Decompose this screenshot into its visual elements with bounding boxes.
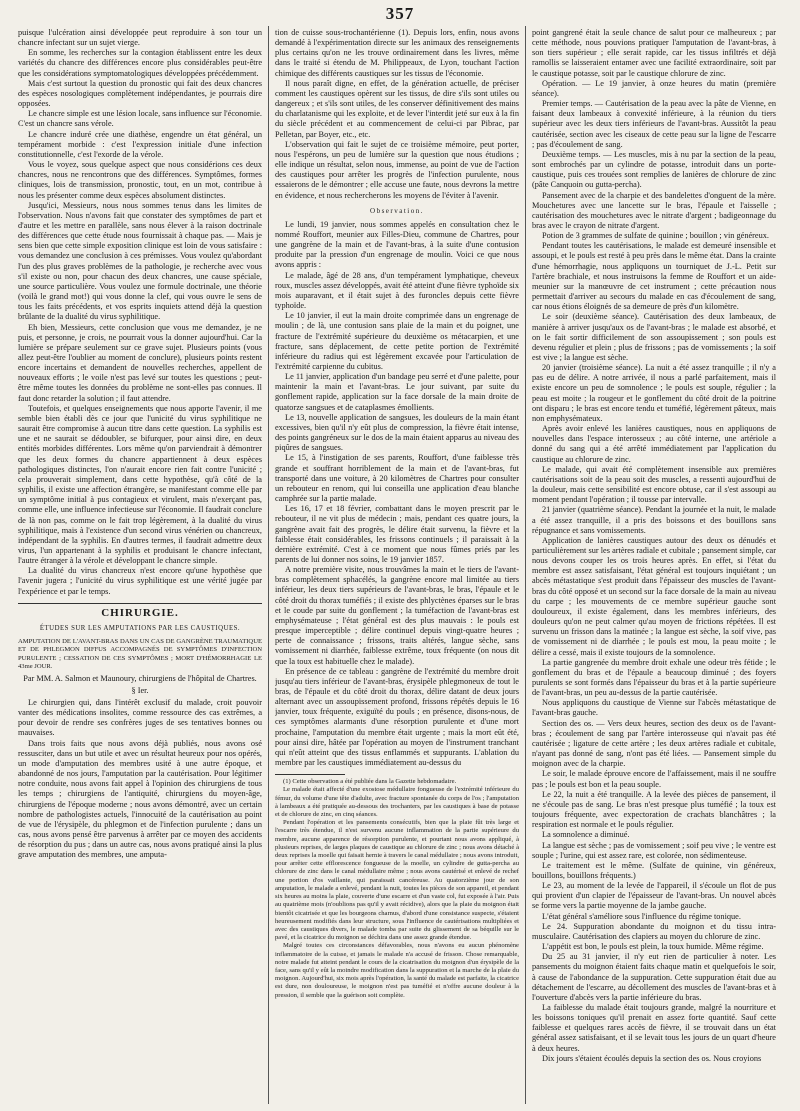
column-2 <box>275 28 519 1104</box>
article-title: ÉTUDES SUR LES AMPUTATIONS PAR LES CAUSTIQUES. <box>39 624 241 632</box>
paragraph: Opération. — Le 19 janvier, à onze heures du matin (première séance). <box>532 78 776 98</box>
paragraph: Mais c'est surtout la question du pronostic qui fait des deux chancres des espèces nosologiques complètement indépendantes, je pourrais dire opposées. <box>18 78 262 109</box>
section-title: CHIRURGIE. <box>101 606 179 619</box>
paragraph: Le malade, qui avait été complètement insensible aux premières cautérisations soit de la peau soit des muscles, a ressenti aujourd'hui de la douleur, mais cette sensibilité est encore obtuse, car il s'est assoupi au moment pendant l'opération ; il tousse par intervalle. <box>532 464 776 505</box>
paragraph: Le chancre simple est une lésion locale, sans influence sur l'économie. C'est un chancre sans vérole. <box>18 109 262 129</box>
paragraph: L'état général s'améliore sous l'influence du régime tonique. <box>542 911 741 921</box>
paragraph: Le lundi, 19 janvier, nous sommes appelés en consultation chez le nommé Rouffort, meunier aux Filles-Dieu, commune de Chartres, pour une gangrène de la main et de l'avant-bras, à la suite d'une contusion produite par la pression d'un engrenage de moulin. Voici ce que nous avons appris : <box>275 219 519 270</box>
paragraph: La somnolence a diminué. <box>542 830 630 840</box>
paragraph: Il nous paraît digne, en effet, de la génération actuelle, de préciser comment les caustiques opèrent sur les tissus, de dire s'ils sont utiles ou dangereux ; et s'ils sont utiles, de les conserver définitivement des mains du charlatanisme qui les exploite, et de lever l'interdit jeté sur eux à la fin du siècle précédent et au commencement de celui-ci par Pibrac, par Pelletan, par Boyer, etc., etc. <box>275 78 519 139</box>
paragraph: Vous le voyez, sous quelque aspect que nous considérions ces deux chancres, nous ne rencontrons que des différences. Symptômes, formes cliniques, lois de transmission, pronostic, tout, en un mot, contribue à nous les présenter comme deux espèces absolument distinctes. <box>18 160 262 200</box>
footnote: Pendant l'opération et les pansements consécutifs, bien que la plaie fût très large et l'escarre très étendue, il n'est survenu aucune inflammation de la partie supérieure du membre, aucune apparence de résorption purulente, et pourtant nous avons appliqué, à plusieurs reprises, de larges plaques de caustique au chlorure de zinc ; nous avons détaché à deux reprises la moelle qui faisait hernie à travers le canal médullaire ; nous avons introduit, pour arrêter cette efflorescence fongueuse de la moelle, un cylindre de gutta-percha au chlorure de zinc dans le canal médullaire même ; nous avons cautérisé et enlevé de rechef une portion d'os vaillante, qui paraissait cancéreuse. Au quatorzième jour de son amputation, le malade a enlevé, pendant la nuit, toutes les pièces de son appareil, et pendant six heures au moins la plaie, couverte d'une escarre et d'un vaste col, fut exposée à l'air. Puis au quatrième mois (n'oublions pas qu'il y avait récidive), alors que la plaie du moignon était bientôt cicatrisée et que les bourgeons charnus, d'abord d'une consistance suspecte, s'étaient heureusement modifiés dans leur structure, sous l'influence de cautérisations multipliées et avec des caustiques divers, le malade tomba par suite du glissement de sa béquille sur le pavé, et la cicatrice du moignon se déchira dans une assez grande étendue. <box>275 819 519 942</box>
paragraph: La partie gangrenée du membre droit exhale une odeur très fétide ; le gonflement du bras et de l'épaule a beaucoup diminué ; des foyers purulents se sont formés dans l'épaisseur du bras et à la partie supérieure de l'avant-bras, un peu au-dessus de la partie cautérisée. <box>532 657 776 698</box>
paragraph: 21 janvier (quatrième séance). Pendant la journée et la nuit, le malade a été assez tranquille, il a pris des boissons et des bouillons sans répugnance et sans vomissements. <box>532 505 776 535</box>
column-divider <box>268 26 269 1104</box>
paragraph: Le 11 janvier, application d'un bandage peu serré et d'une palette, pour maintenir la main et l'avant-bras. Le jour suivant, par suite du gonflement rapide, application sur la face dorsale de la main droite de quatorze sangsues et de cataplasmes émollients. <box>275 372 519 412</box>
section-divider <box>18 603 262 604</box>
paragraph: Eh bien, Messieurs, cette conclusion que vous me demandez, je ne puis, et personne, je crois, ne pourrait vous la donner aujourd'hui. Car la lumière se prépare seulement sur ce grave sujet. Plusieurs points (vous allez peut-être l'oublier au moment de conclure), plusieurs points restent encore incertains et demandent de nouvelles recherches, appellent de nouveaux efforts ; le voile n'est pas levé sur toutes les questions ; peut-être même toutes les données du problème ne sont-elles pas connues. Il faut donc retarder la solution ; il faut attendre. <box>18 322 262 403</box>
paragraph: Les 16, 17 et 18 février, combattant dans le moyen prescrit par le rebouteur, il ne vit plus de médecin ; mais, pendant ces quatre jours, la gangrène avait fait des progrès, le délire était survenu, la fièvre et la faiblesse était considérables, les frissons continuels ; il paraissait à la dernière extrémité. C'est à ce moment que nous fûmes priés par les parents de lui donner nos soins, le 19 janvier 1857. <box>275 504 519 564</box>
paragraph: tion de cuisse sous-trochantérienne (1). Depuis lors, enfin, nous avons demandé à l'expérimentation directe sur les animaux des renseignements plus certains qu'on ne les trouve ordinairement dans les livres, même dans le traité si étendu de M. Philippeaux, de Lyon, touchant l'action chimique des différents caustiques sur les tissus de l'économie. <box>275 28 519 78</box>
paragraph-mark: § Ier. <box>131 685 149 695</box>
paragraph: Du 25 au 31 janvier, il n'y eut rien de particulier à noter. Les pansements du moignon étaient faits chaque matin et quelquefois le soir, à cause de l'abondance de la suppuration. Cette suppuration était due au détachement de l'escarre, au décollement des muscles de l'avant-bras et à l'ouverture d'abcès vers la partie inférieure du bras. <box>532 952 776 1002</box>
observation-heading: Observation. <box>370 206 424 215</box>
paragraph: Pansement avec de la charpie et des bandelettes d'onguent de la mère. Mouchetures avec une lancette sur le bras, l'épaule et l'aisselle ; cautérisation des mouchetures avec le nitrate d'argent ; badigeonnage du bras avec le crayon de nitrate d'argent. <box>532 190 776 230</box>
paragraph: L'observation qui fait le sujet de ce troisième mémoire, peut porter, nous l'espérons, un peu de lumière sur la question que nous étudions ; elle indique un résultat, selon nous, immense, au point de vue de l'action des caustiques pour arrêter les progrès de l'infection purulente, nous essaierons de le démontrer ; elle accuse une faute, nous devrons la mettre en évidence, et nous rechercherons les moyens de l'éviter à l'avenir. <box>275 139 519 200</box>
footnote-divider <box>275 774 345 775</box>
footnotes <box>275 778 519 999</box>
article-subtitle: AMPUTATION DE L'AVANT-BRAS DANS UN CAS DE GANGRÈNE TRAUMATIQUE ET DE PHLEGMON DIFFUS ACCOMPAGNÉS DE SYMPTÔMES D'INFECTION PURULENTE ; CESSATION DE CES SYMPTÔMES ; MORT D'HÉMORRHAGIE LE 43me JOUR. <box>18 638 262 671</box>
paragraph: Après avoir enlevé les lanières caustiques, nous en appliquons de nouvelles dans l'espace interosseux ; au côté interne, une artériole a donné du sang qui a été arrêté immédiatement par l'application du caustique au chlorure de zinc. <box>532 424 776 464</box>
footnote: (1) Cette observation a été publiée dans la Gazette hebdomadaire. <box>283 778 457 786</box>
paragraph: L'appétit est bon, le pouls est plein, la toux humide. Même régime. <box>542 942 764 952</box>
paragraph: Pendant toutes les cautérisations, le malade est demeuré insensible et assoupi, et le pouls est resté à peu près dans le même état. Dans la crainte d'une hémorrhagie, nous appliquons un tourniquet de J.-L. Petit sur l'artère brachiale, et nous instruisons la femme de Rouffort et un aide-meunier sur la manœuvre de cet instrument ; cette précaution nous permettait d'arriver au secours du malade en cas d'écoulement de sang, car nous étions éloignés de sa demeure de près d'un kilomètre. <box>532 241 776 312</box>
paragraph: En présence de ce tableau : gangrène de l'extrémité du membre droit jusqu'au tiers inférieur de l'avant-bras, érysipèle phlegmoneux de tout le bras, de l'épaule et du côté droit du thorax, délire datant de deux jours alternant avec un assoupissement profond, frissons répétés depuis le 16 janvier, toux fréquente, exiguïté du pouls ; en présence, disons-nous, de ces symptômes alarmants d'une résorption purulente et d'une mort prochaine, l'amputation du membre était urgente ; mais la mort eût été, pour ainsi dire, hâtée par l'opération au moyen de l'instrument tranchant qui n'eût atteint que des tissus enflammés et suppurants. L'ablation du membre par les caustiques immédiatement au-dessus du <box>275 666 519 768</box>
paragraph: Le malade, âgé de 28 ans, d'un tempérament lymphatique, cheveux roux, muscles assez développés, avait été atteint d'une fièvre typhoïde six mois auparavant, et il était sujet à des furoncles depuis cette fièvre typhoïde. <box>275 270 519 311</box>
paragraph: Le 13, nouvelle application de sangsues, les douleurs de la main étant excessives, bien qu'il n'y eût plus de compression, la fièvre était intense, des points gangréneux sur le dos de la main étaient apparus au niveau des piqûres de sangsues. <box>275 412 519 453</box>
paragraph: point gangrené était la seule chance de salut pour ce malheureux ; par cette méthode, nous pouvions pratiquer l'amputation de l'avant-bras, à son tiers supérieur ; elle serait rapide, car les tissus infiltrés et déjà ramollis se laisseraient entamer avec une facilité extraordinaire, soit par le caustique potasse, soit par le caustique chlorure de zinc. <box>532 28 776 78</box>
paragraph: En somme, les recherches sur la contagion établissent entre les deux variétés du chancre des différences encore plus considérables peut-être que les considérations symptomatologiques développées précédemment. <box>18 48 262 78</box>
paragraph: Le 23, au moment de la levée de l'appareil, il s'écoule un flot de pus qui provient d'un clapier de l'épaisseur de l'avant-bras. Un nouvel abcès se forme vers la partie moyenne de la jambe gauche. <box>532 881 776 911</box>
paragraph: Dix jours s'étaient écoulés depuis la section des os. Nous croyions <box>542 1053 762 1063</box>
paragraph: Le 15, à l'instigation de ses parents, Rouffort, d'une faiblesse très grande et souffrant horriblement de la main et de l'avant-bras, fut transporté dans une voiture, à 20 kilomètres de Chartres pour consulter un rebouteur en renom, qui lui conseilla une application d'eau blanche camphrée sur la partie malade. <box>275 453 519 504</box>
footnote: Le malade était affecté d'une exostose médullaire fongueuse de l'extrémité inférieure du fémur, du volume d'une tête d'adulte, avec fracture spontanée du corps de l'os ; l'amputation à lambeaux a été pratiquée au-dessous des trochanters, par les caustiques à base de potasse et de chlorure de zinc, en cinq séances. <box>275 786 519 819</box>
paragraph: Le soir (deuxième séance). Cautérisation des deux lambeaux, de manière à arriver jusqu'aux os de l'avant-bras ; le malade est absorbé, et on le fait sortir difficilement de son assoupissement ; son pouls est devenu régulier et plein ; plus de frissons ; pas de vomissements ; la soif est vive ; la langue est sèche. <box>532 312 776 362</box>
paragraph: Le traitement est le même. (Sulfate de quinine, vin généreux, bouillons, bouillons fréquents.) <box>532 860 776 880</box>
paragraph: Premier temps. — Cautérisation de la peau avec la pâte de Vienne, en faisant deux lambeaux à convexité inférieure, à la réunion du tiers supérieur avec les deux tiers inférieurs de l'avant-bras. Aussitôt la peau cautérisée, section avec les ciseaux de cette peau sur la ligne de l'escarre ; pas d'écoulement de sang. <box>532 99 776 149</box>
paragraph: Jusqu'ici, Messieurs, nous nous sommes tenus dans les limites de l'observation. Nous n'avons fait que constater des symptômes de part et d'autre et les mettre en parallèle, sans nous élever à la raison doctrinale des différences que cette étude nous fournissait à chaque pas. — Mais je sens bien que cette simple exposition clinique est loin de vous satisfaire : vous demandez une conclusion à ces prémisses. Vous voulez qu'abordant l'un des plus graves problèmes de la pathologie, je recherche avec vous s'il existe ou non, pour chacun des deux chancres, une cause spéciale, une source particulière. Vous voulez une formule doctrinale, une théorie (voilà le grand mot!) qui vous donne la clef, qui vous ouvre le sens de tous les faits précédents, et vos esprits inquiets attend déjà la question brûlante de la dualité du virus syphilitique. <box>18 200 262 322</box>
paragraph: Le 10 janvier, il eut la main droite comprimée dans un engrenage de moulin ; de là, une contusion sans plaie de la main et du poignet, une fracture de l'extrémité supérieure du deuxième os métacarpien, et une fracture, sans déplacement, de cette petite portion de l'extrémité inférieure du radius qui est légèrement excavée pour l'articulation de l'extrémité carpienne du cubitus. <box>275 311 519 371</box>
article-authors: Par MM. A. Salmon et Maunoury, chirurgiens de l'hôpital de Chartres. <box>23 673 257 683</box>
paragraph: Le 24. Suppuration abondante du moignon et du tissu intra-musculaire. Cautérisation des clapiers au moyen du chlorure de zinc. <box>532 921 776 941</box>
paragraph: Toutefois, et quelques enseignements que nous apporte l'avenir, il me semble bien établi dès ce jour que l'unicité du virus syphilitique ne saurait être compromise à aucun titre dans cette question. La syphilis est une et ne saurait se dédoubler, se bifurquer, pour ainsi dire, en deux entités morbides différentes. Lors même qu'on parviendrait à démontrer que les deux formes du chancre appartiennent à deux espèces pathologiques distinctes, l'on n'aurait encore rien fait contre l'unicité ; cela prouverait simplement, dans cette hypothèse, qu'à côté de la syphilis, il existe une affection étrangère, se manifestant comme elle par un symptôme initial à pus contagieux et virulent, mais n'exerçant pas, comme elle, une influence infectieuse sur l'économie. Il faudrait conclure de là non pas, comme on le fait trop légèrement, à la dualité du virus syphilitique, mais à l'existence d'un second virus vénérien ou chancreux, indépendant de la syphilis. En d'autres termes, il faudrait admettre deux virus, l'un appartenant à la syphilis et produisant le chancre infectant, l'autre étranger à la vérole et développant le chancre simple. <box>18 403 262 566</box>
page-number: 357 <box>385 4 415 23</box>
paragraph: 20 janvier (troisième séance). La nuit a été assez tranquille ; il n'y a pas eu de délire. A notre arrivée, il nous a parlé parfaitement, mais il existe encore un peu de somnolence ; le pouls est souple, régulier ; la peau est moite ; la rougeur et le gonflement du côté droit de la poitrine ont disparu ; le bras est encore tendu et tuméfié, légèrement pâteux, mais non emphysémateux. <box>532 363 776 423</box>
paragraph: Application de lanières caustiques autour des deux os dénudés et particulièrement sur les artères radiale et cubitale ; pansement simple, car nous devons couper les os trois heures après. En effet, si l'état du membre est assez satisfaisant, l'état général est toujours inquiétant ; un abcès métastatique s'est produit dans l'épaisseur des muscles de l'avant-bras du côté opposé et un second sur la face dorsale de la main au niveau du carpe ; les mouvements de ce membre supérieur gauche sont douloureux, il existe également, dans les membres inférieurs, des douleurs qu'on ne peut calmer qu'au moyen de frictions répétées. Il est survenu un frisson dans la matinée ; la langue est sèche, la soif vive, pas de vomissement ni de diarrhée ; le pouls est mou, la peau moite ; le délire a cessé, mais il existe toujours de la somnolence. <box>532 535 776 657</box>
paragraph: Potion de 3 grammes de sulfate de quinine ; bouillon ; vin généreux. <box>542 231 769 241</box>
paragraph: Dans trois faits que nous avons déjà publiés, nous avons osé ressusciter, dans un but utile et avec un résultat heureux pour nos opérés, un mode d'amputation des membres usité à une autre époque, et abandonné de nos jours, l'amputation par la cautérisation. Pour légitimer notre conduite, nous avons fait appel à l'opinion des chirurgiens de tous les temps ; chirurgiens de l'antiquité, chirurgiens du moyen-âge, chirurgiens de l'époque moderne ; nous avons démontré, avec un certain nombre de pathologistes actuels, l'innocuité de la cautérisation au point de vue de l'érysipèle, du phlegmon et de l'infection purulente ; dans un cas, nous avons pensé être parvenus à arrêter par ce moyen des accidents de résorption du pus ; dans un autre cas, nous avons pratiqué ainsi la plus grave amputation des membres, une amputa- <box>18 738 262 860</box>
paragraph: La faiblesse du malade était toujours grande, malgré la nourriture et les boissons toniques qu'il prenait en assez forte quantité. Sauf cette faiblesse et quelques rares accès de fièvre, il se trouvait dans un état général assez satisfaisant, et il se levait tous les jours de un quart d'heure à deux heures. <box>532 1003 776 1053</box>
column-3 <box>532 28 776 1104</box>
paragraph: Le 22, la nuit a été tranquille. A la levée des pièces de pansement, il ne s'écoule pas de sang. Le bras n'est presque plus tuméfié ; la toux est toujours fréquente, avec expectoration de crachats blanchâtres ; la respiration est normale et le pouls régulier. <box>532 789 776 830</box>
paragraph: Section des os. — Vers deux heures, section des deux os de l'avant-bras ; écoulement de sang par l'artère interosseuse qui n'avait pas été cautérisée ; ligature de cette artère ; les deux artères radiale et cubitale, n'ayant pas donné de sang, n'ont pas été liées. — Pansement simple du moignon avec de la charpie. <box>532 718 776 769</box>
paragraph: puisque l'ulcération ainsi développée peut reproduire à son tour un chancre infectant sur un sujet vierge. <box>18 28 262 48</box>
footnote: Malgré toutes ces circonstances défavorables, nous n'avons eu aucun phénomène inflammatoire de la cuisse, et jamais le malade n'a accusé de frisson. Chose remarquable, notre malade fut atteint pendant le cours de la cicatrisation du moignon d'un érysipèle de la face, sans qu'il y eût la moindre modification dans la suppuration et la marche de la plaie du moignon. Aujourd'hui, six mois après l'opération, la santé du malade est parfaite, la cicatrice est dure, non douloureuse, le moignon n'est pas tuméfié et n'offre aucune douleur à la pression, il semble que la guérison soit complète. <box>275 942 519 999</box>
paragraph: Deuxième temps. — Les muscles, mis à nu par la section de la peau, sont embrochés par un cylindre de potasse, introduit dans un porte-caustique, puis ces trouées sont remplies de lanières de chlorure de zinc (pâte Canquoin ou gutta-percha). <box>532 149 776 190</box>
column-divider <box>525 26 526 1104</box>
paragraph: Le chirurgien qui, dans l'intérêt exclusif du malade, croit pouvoir vanter des médications insolites, comme ressource des cas extrêmes, a pour devoir de rendre ses confrères juges de ses tentatives bonnes ou mauvaises. <box>18 698 262 738</box>
paragraph: Le chancre induré crée une diathèse, engendre un état général, un tempérament morbide : c'est l'expression initiale d'une infection constitutionnelle, c'est l'exorde de la vérole. <box>18 129 262 159</box>
paragraph: Le soir, le malade éprouve encore de l'affaissement, mais il ne souffre pas ; le pouls est bon et la peau souple. <box>532 769 776 789</box>
column-1 <box>18 28 262 1104</box>
paragraph: La dualité du virus chancreux n'est encore qu'une hypothèse que l'avenir jugera ; l'unicité du virus syphilitique est une vérité jugée par l'expérience et par le temps. <box>18 566 262 596</box>
paragraph: A notre première visite, nous trouvâmes la main et le tiers de l'avant-bras complètement sphacélés, la gangrène encore mal limitée au tiers inférieur, les deux tiers supérieurs de l'avant-bras, le bras, l'épaule et le côté droit du thorax tuméfiés ; il existe des phlyctènes éparses sur le bras et le coude par suite du gonflement ; la tuméfaction de l'avant-bras est emphysémateuse ; l'état général est des plus mauvais : le pouls est presque imperceptible ; délire continuel depuis vingt-quatre heures ; perte de connaissance ; frissons, traits altérés, langue sèche, sans vomissement ni diarrhée, faiblesse extrême, toux fréquente (on nous dit que la toux est habituelle chez le malade). <box>275 565 519 666</box>
paragraph: La langue est sèche ; pas de vomissement ; soif peu vive ; le ventre est souple ; l'urine, qui est assez rare, est colorée, non sédimenteuse. <box>532 840 776 860</box>
paragraph: Nous appliquons du caustique de Vienne sur l'abcès métastatique de l'avant-bras gauche. <box>532 698 776 718</box>
